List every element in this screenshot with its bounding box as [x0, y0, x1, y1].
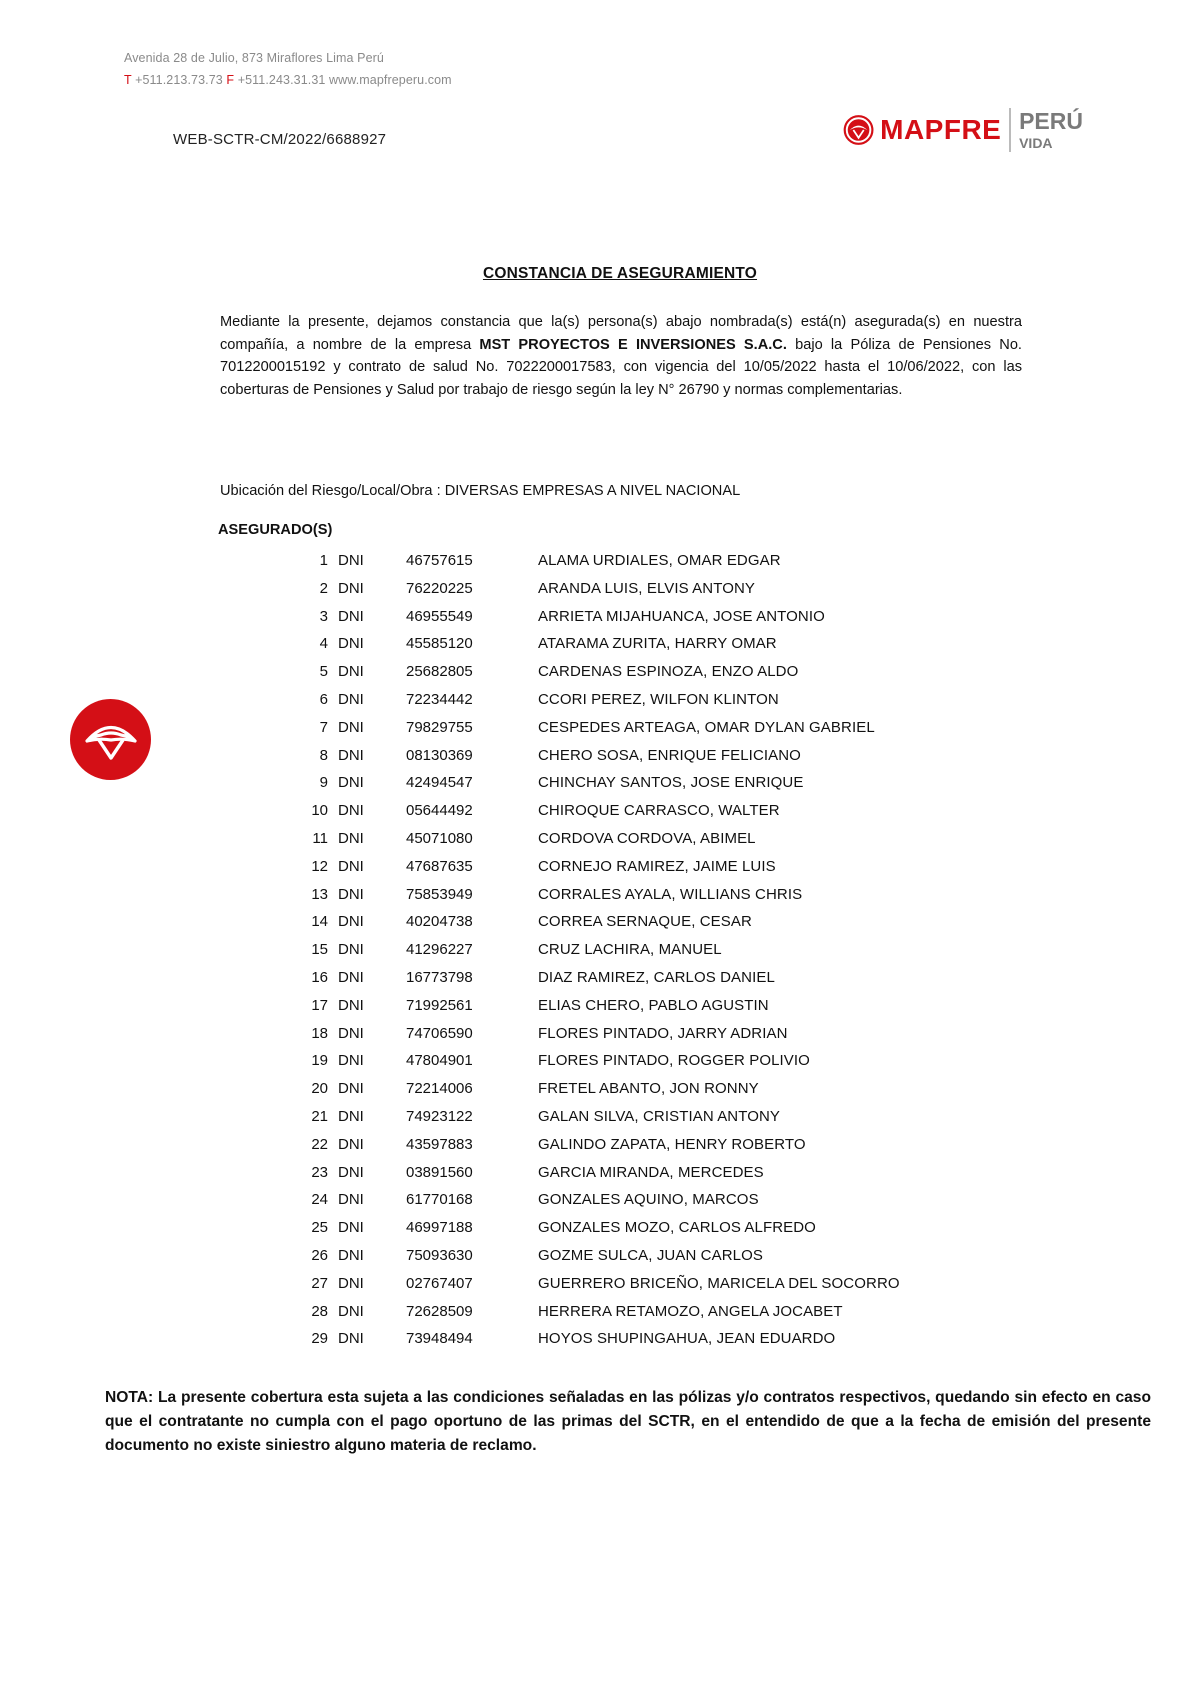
insured-row: [0, 935, 1200, 963]
insured-doc-type: DNI: [338, 690, 364, 708]
insured-number: 8: [319, 746, 328, 764]
insured-name: CRUZ LACHIRA, MANUEL: [538, 941, 722, 959]
insured-doc-type: DNI: [338, 1163, 364, 1181]
insured-doc-type: DNI: [338, 635, 364, 653]
insured-name: CORNEJO RAMIREZ, JAIME LUIS: [538, 857, 776, 875]
insured-number: 16: [311, 968, 328, 986]
intro-part-1: Mediante la presente, dejamos constancia que la(s) persona(s) abajo nombrada(s) está(n) asegurada(s) en nuestra compañía, a nombre de la empresa: [220, 314, 1022, 353]
insured-doc-type: DNI: [338, 552, 364, 569]
insured-row: [0, 1130, 1200, 1158]
insured-doc-type: DNI: [338, 913, 364, 931]
insured-name: ELIAS CHERO, PABLO AGUSTIN: [538, 996, 769, 1014]
insured-name: CORREA SERNAQUE, CESAR: [538, 913, 752, 931]
insured-number: 27: [311, 1274, 328, 1292]
insured-row: [0, 1158, 1200, 1186]
insured-number: 18: [311, 1024, 328, 1042]
insured-name: CCORI PEREZ, WILFON KLINTON: [538, 690, 779, 708]
insured-number: 25: [311, 1219, 328, 1237]
insured-number: 6: [319, 690, 328, 708]
insured-doc-type: DNI: [338, 1330, 364, 1348]
insured-doc-number: 16773798: [406, 968, 473, 986]
insured-number: 17: [311, 996, 328, 1014]
insured-doc-type: DNI: [338, 1107, 364, 1125]
insured-doc-number: 46757615: [406, 552, 473, 569]
document-reference: WEB-SCTR-CM/2022/6688927: [173, 131, 387, 148]
tel-number: +511.213.73.73: [135, 73, 223, 87]
insured-row: [0, 546, 1200, 574]
insured-doc-number: 75093630: [406, 1246, 473, 1264]
insured-doc-type: DNI: [338, 857, 364, 875]
insured-row: [0, 1074, 1200, 1102]
insured-row: [0, 574, 1200, 602]
insured-number: 26: [311, 1246, 328, 1264]
insured-name: FLORES PINTADO, ROGGER POLIVIO: [538, 1052, 810, 1070]
insured-doc-type: DNI: [338, 1302, 364, 1320]
insured-row: [0, 824, 1200, 852]
insured-number: 13: [311, 885, 328, 903]
insured-doc-number: 46955549: [406, 607, 473, 625]
insured-row: [0, 1241, 1200, 1269]
insured-doc-number: 72628509: [406, 1302, 473, 1320]
mapfre-emblem-icon: [81, 710, 141, 770]
insured-number: 1: [319, 552, 328, 569]
insured-doc-number: 47804901: [406, 1052, 473, 1070]
insured-doc-type: DNI: [338, 885, 364, 903]
insured-name: FRETEL ABANTO, JON RONNY: [538, 1080, 759, 1098]
insured-row: [0, 1324, 1200, 1352]
company-contacts: [124, 68, 452, 92]
insured-number: 29: [311, 1330, 328, 1348]
insured-row: [0, 991, 1200, 1019]
insured-doc-type: DNI: [338, 1274, 364, 1292]
insured-doc-number: 02767407: [406, 1274, 473, 1292]
document-title: CONSTANCIA DE ASEGURAMIENTO: [482, 265, 758, 282]
insured-number: 23: [311, 1163, 328, 1181]
insured-name: HERRERA RETAMOZO, ANGELA JOCABET: [538, 1302, 843, 1320]
insured-name: CHINCHAY SANTOS, JOSE ENRIQUE: [538, 774, 804, 792]
insured-number: 20: [311, 1080, 328, 1098]
insured-doc-number: 76220225: [406, 579, 473, 597]
insured-doc-type: DNI: [338, 1052, 364, 1070]
insured-row: [0, 713, 1200, 741]
insured-doc-type: DNI: [338, 1191, 364, 1209]
insured-row: [0, 657, 1200, 685]
insured-number: 3: [319, 607, 328, 625]
brand-divider: [1009, 108, 1011, 152]
insured-doc-number: 41296227: [406, 941, 473, 959]
insured-row: [0, 963, 1200, 991]
insured-doc-type: DNI: [338, 607, 364, 625]
insured-row: [0, 907, 1200, 935]
insured-doc-type: DNI: [338, 996, 364, 1014]
insured-doc-type: DNI: [338, 718, 364, 736]
insured-name: ALAMA URDIALES, OMAR EDGAR: [538, 552, 781, 569]
mapfre-logo: [843, 102, 1083, 158]
insured-number: 2: [319, 579, 328, 597]
insured-doc-number: 72234442: [406, 690, 473, 708]
coverage-note: NOTA: La presente cobertura esta sujeta a las condiciones señaladas en las pólizas y/o contratos respectivos, quedando sin efecto en caso que el contratante no cumpla con el pago oportuno de las primas del SCTR, en el entendido de que a la fecha de emisión del presente documento no existe siniestro alguno materia de reclamo.: [105, 1389, 1151, 1454]
insured-doc-number: 05644492: [406, 802, 473, 820]
intro-paragraph: [220, 311, 1022, 401]
insured-row: [0, 880, 1200, 908]
insured-row: [0, 629, 1200, 657]
risk-location: Ubicación del Riesgo/Local/Obra : DIVERSAS EMPRESAS A NIVEL NACIONAL: [220, 483, 741, 499]
company-address-block: [124, 46, 452, 92]
insured-number: 12: [311, 857, 328, 875]
insured-doc-number: 74706590: [406, 1024, 473, 1042]
insured-name: ATARAMA ZURITA, HARRY OMAR: [538, 635, 777, 653]
insured-row: [0, 1185, 1200, 1213]
insured-number: 9: [319, 774, 328, 792]
company-name: MST PROYECTOS E INVERSIONES S.A.C.: [479, 336, 787, 353]
insured-doc-number: 40204738: [406, 913, 473, 931]
brand-division: VIDA: [1019, 135, 1053, 151]
insured-row: [0, 852, 1200, 880]
insured-doc-type: DNI: [338, 1219, 364, 1237]
insured-row: [0, 1213, 1200, 1241]
insured-name: CHERO SOSA, ENRIQUE FELICIANO: [538, 746, 801, 764]
insured-number: 21: [311, 1107, 328, 1125]
insured-name: HOYOS SHUPINGAHUA, JEAN EDUARDO: [538, 1330, 836, 1348]
insured-doc-type: DNI: [338, 579, 364, 597]
insured-doc-number: 08130369: [406, 746, 473, 764]
insured-doc-type: DNI: [338, 663, 364, 681]
insured-doc-number: 46997188: [406, 1219, 473, 1237]
insured-doc-number: 74923122: [406, 1107, 473, 1125]
brand-country-block: [1019, 110, 1083, 150]
insured-doc-number: 61770168: [406, 1191, 473, 1209]
fax-number: +511.243.31.31: [237, 73, 326, 87]
insured-doc-type: DNI: [338, 1080, 364, 1098]
insured-doc-number: 72214006: [406, 1080, 473, 1098]
insured-doc-type: DNI: [338, 746, 364, 764]
mapfre-logo-icon: [843, 112, 874, 148]
website: www.mapfreperu.com: [329, 73, 452, 87]
insured-number: 11: [312, 829, 328, 847]
insured-row: [0, 1102, 1200, 1130]
insured-name: GUERRERO BRICEÑO, MARICELA DEL SOCORRO: [538, 1274, 900, 1292]
insured-name: GONZALES MOZO, CARLOS ALFREDO: [538, 1219, 816, 1237]
insured-number: 22: [311, 1135, 328, 1153]
insured-doc-type: DNI: [338, 1024, 364, 1042]
insured-doc-number: 73948494: [406, 1330, 473, 1348]
insured-row: [0, 602, 1200, 630]
insured-row: [0, 1297, 1200, 1325]
insured-name: CHIROQUE CARRASCO, WALTER: [538, 802, 780, 820]
insured-doc-number: 45071080: [406, 829, 473, 847]
insured-number: 5: [319, 663, 328, 681]
insured-doc-number: 43597883: [406, 1135, 473, 1153]
insured-name: CARDENAS ESPINOZA, ENZO ALDO: [538, 663, 799, 681]
insured-name: DIAZ RAMIREZ, CARLOS DANIEL: [538, 968, 775, 986]
insured-name: ARANDA LUIS, ELVIS ANTONY: [538, 579, 756, 597]
insured-name: CESPEDES ARTEAGA, OMAR DYLAN GABRIEL: [538, 718, 875, 736]
insured-doc-number: 45585120: [406, 635, 473, 653]
insured-name: GARCIA MIRANDA, MERCEDES: [538, 1163, 764, 1181]
insured-doc-number: 71992561: [406, 996, 473, 1014]
insured-name: ARRIETA MIJAHUANCA, JOSE ANTONIO: [538, 607, 825, 625]
mapfre-emblem: [70, 699, 151, 780]
insured-row: [0, 768, 1200, 796]
insured-doc-number: 03891560: [406, 1163, 473, 1181]
insured-row: [0, 741, 1200, 769]
insured-doc-number: 47687635: [406, 857, 473, 875]
insured-doc-number: 42494547: [406, 774, 473, 792]
insured-doc-type: DNI: [338, 1135, 364, 1153]
insured-heading: ASEGURADO(S): [218, 522, 333, 538]
insured-doc-number: 79829755: [406, 718, 473, 736]
insured-row: [0, 685, 1200, 713]
insured-number: 4: [319, 635, 328, 653]
tel-label: T: [124, 73, 132, 87]
insured-name: GOZME SULCA, JUAN CARLOS: [538, 1246, 763, 1264]
insured-name: GONZALES AQUINO, MARCOS: [538, 1191, 759, 1209]
insured-doc-type: DNI: [338, 941, 364, 959]
insured-name: FLORES PINTADO, JARRY ADRIAN: [538, 1024, 788, 1042]
brand-country: PERÚ: [1019, 108, 1083, 134]
insured-doc-type: DNI: [338, 1246, 364, 1264]
insured-doc-type: DNI: [338, 802, 364, 820]
insured-doc-number: 25682805: [406, 663, 473, 681]
insured-number: 19: [311, 1052, 328, 1070]
insured-row: [0, 1046, 1200, 1074]
insured-number: 15: [311, 941, 328, 959]
insured-row: [0, 796, 1200, 824]
insured-row: [0, 1019, 1200, 1047]
insured-number: 24: [311, 1191, 328, 1209]
insured-name: GALAN SILVA, CRISTIAN ANTONY: [538, 1107, 781, 1125]
insured-name: CORRALES AYALA, WILLIANS CHRIS: [538, 885, 803, 903]
company-address: Avenida 28 de Julio, 873 Miraflores Lima Perú: [124, 51, 384, 65]
insured-doc-type: DNI: [338, 968, 364, 986]
insured-name: GALINDO ZAPATA, HENRY ROBERTO: [538, 1135, 806, 1153]
insured-doc-type: DNI: [338, 774, 364, 792]
brand-name: MAPFRE: [880, 114, 1002, 145]
intro-part-2: bajo la Póliza de Pensiones No. 7012200015192 y contrato de salud No. 7022200017583, con vigencia del 10/05/2022 hasta el 10/06/2022, con las coberturas de Pensiones y Salud por trabajo de riesgo según la ley N° 26790 y normas complementarias.: [220, 336, 1022, 398]
insured-row: [0, 1269, 1200, 1297]
insured-doc-type: DNI: [338, 829, 364, 847]
insured-number: 28: [311, 1302, 328, 1320]
insured-list: [0, 546, 1200, 1352]
insured-number: 14: [311, 913, 328, 931]
insured-name: CORDOVA CORDOVA, ABIMEL: [538, 829, 756, 847]
insured-number: 7: [319, 718, 328, 736]
fax-label: F: [226, 73, 235, 87]
insured-doc-number: 75853949: [406, 885, 473, 903]
insured-number: 10: [311, 802, 328, 820]
